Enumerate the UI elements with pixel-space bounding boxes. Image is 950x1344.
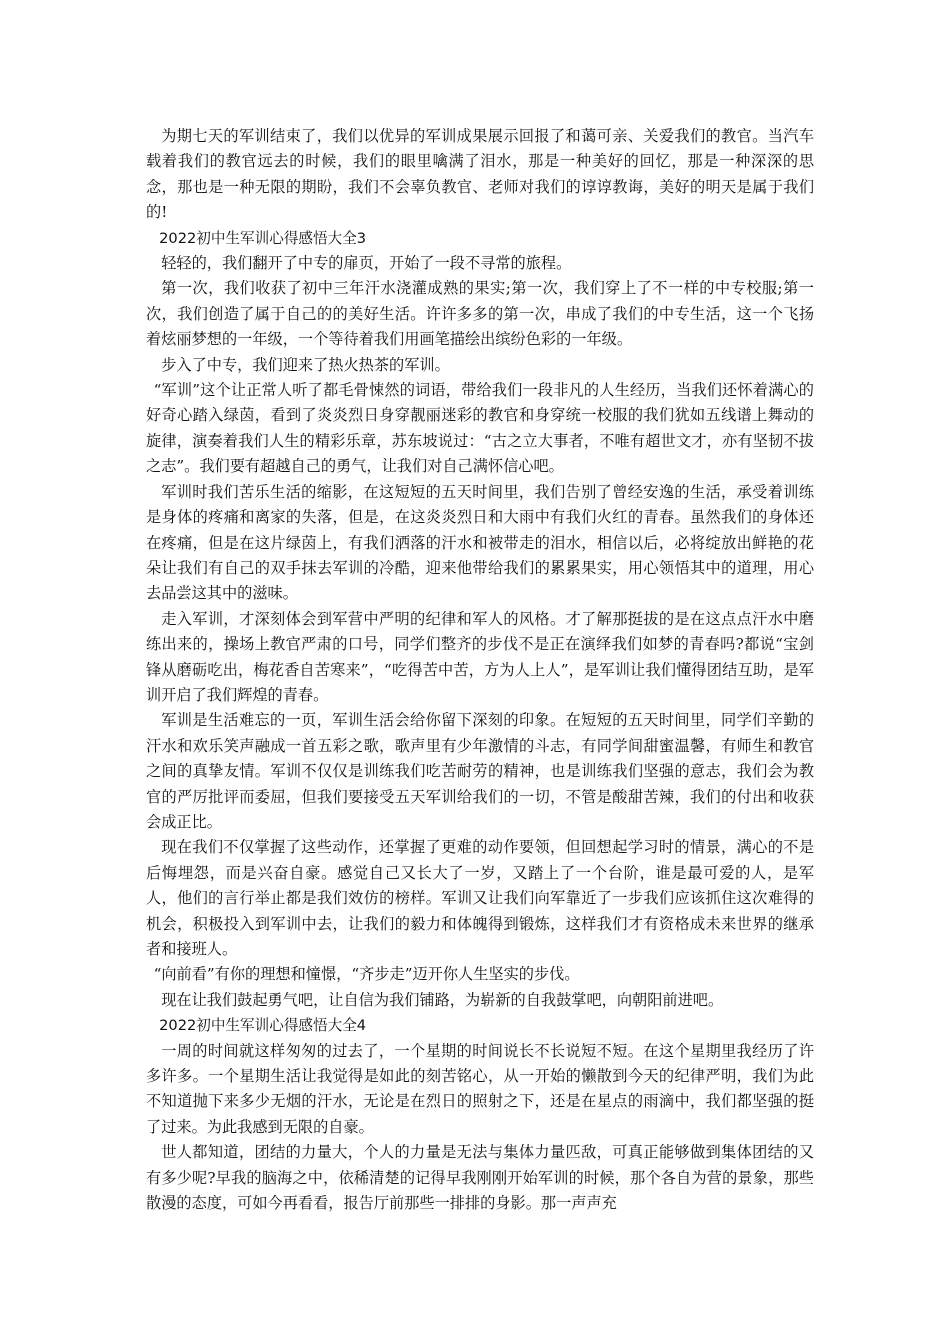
paragraph: 现在让我们鼓起勇气吧，让自信为我们铺路，为崭新的自我鼓掌吧，向朝阳前进吧。 bbox=[161, 990, 724, 1009]
paragraph: 一周的时间就这样匆匆的过去了，一个星期的时间说长不长说短不短。在这个星期里我经历了许多许多。一个星期生活让我觉得是如此的刻苦铭心，从一开始的懒散到今天的纪律严明，我们为此不知道抛下来多少无烟的汗水，无论是在烈日的照射之下，还是在星点的雨滴中，我们都坚强的挺了过来。为此我感到无限的自豪。 bbox=[146, 1041, 814, 1136]
paragraph: 走入军训，才深刻体会到军营中严明的纪律和军人的风格。才了解那挺拔的是在这点点汗水中磨练出来的，操场上教官严肃的口号，同学们整齐的步伐不是正在演绎我们如梦的青春吗?都说“宝剑锋从磨砺吃出，梅花香自苦寒来”，“吃得苦中苦，方为人上人”，是军训让我们懂得团结互助，是军训开启了我们辉煌的青春。 bbox=[146, 609, 814, 704]
section-heading: 2022初中生军训心得感悟大全4 bbox=[159, 1017, 367, 1035]
paragraph: 轻轻的，我们翻开了中专的扉页，开始了一段不寻常的旅程。 bbox=[161, 254, 572, 273]
paragraph: 第一次，我们收获了初中三年汗水浇灌成熟的果实;第一次，我们穿上了不一样的中专校服;第一次，我们创造了属于自己的的美好生活。许许多多的第一次，串成了我们的中专生活，这一个飞扬着炫丽梦想的一年级，一个等待着我们用画笔描绘出缤纷色彩的一年级。 bbox=[146, 279, 814, 349]
paragraph: 为期七天的军训结束了，我们以优异的军训成果展示回报了和蔼可亲、关爱我们的教官。当汽车载着我们的教官远去的时候，我们的眼里噙满了泪水，那是一种美好的回忆，那是一种深深的思念，那也是一种无限的期盼，我们不会辜负教官、老师对我们的谆谆教诲，美好的明天是属于我们的! bbox=[146, 127, 814, 222]
paragraph: “向前看”有你的理想和憧憬，“齐步走”迈开你人生坚实的步伐。 bbox=[153, 965, 580, 984]
paragraph: 步入了中专，我们迎来了热火热茶的军训。 bbox=[161, 355, 450, 374]
section-heading: 2022初中生军训心得感悟大全3 bbox=[159, 229, 367, 247]
paragraph: 军训是生活难忘的一页，军训生活会给你留下深刻的印象。在短短的五天时间里，同学们辛勤的汗水和欢乐笑声融成一首五彩之歌，歌声里有少年激情的斗志，有同学间甜蜜温馨，有师生和教官之间的真挚友情。军训不仅仅是训练我们吃苦耐劳的精神，也是训练我们坚强的意志，我们会为教官的严厉批评而委屈，但我们要接受五天军训给我们的一切，不管是酸甜苦辣，我们的付出和收获会成正比。 bbox=[146, 711, 814, 831]
document-body bbox=[146, 124, 814, 1216]
paragraph: 现在我们不仅掌握了这些动作，还掌握了更难的动作要领，但回想起学习时的情景，满心的不是后悔埋怨，而是兴奋自豪。感觉自己又长大了一岁，又踏上了一个台阶，谁是最可爱的人，是军人，他们的言行举止都是我们效仿的榜样。军训又让我们向军靠近了一步我们应该抓住这次难得的机会，积极投入到军训中去，让我们的毅力和体魄得到锻炼，这样我们才有资格成未来世界的继承者和接班人。 bbox=[146, 838, 814, 958]
paragraph: 世人都知道，团结的力量大，个人的力量是无法与集体力量匹敌，可真正能够做到集体团结的又有多少呢?早我的脑海之中，依稀清楚的记得早我刚刚开始军训的时候，那个各自为营的景象，那些散漫的态度，可如今再看看，报告厅前那些一排排的身影。那一声声充 bbox=[146, 1143, 814, 1213]
paragraph: “军训”这个让正常人听了都毛骨悚然的词语，带给我们一段非凡的人生经历，当我们还怀着满心的好奇心踏入绿茵，看到了炎炎烈日身穿靓丽迷彩的教官和身穿统一校服的我们犹如五线谱上舞动的旋律，演奏着我们人生的精彩乐章，苏东坡说过：“古之立大事者，不唯有超世文才，亦有坚韧不拔之志”。我们要有超越自己的勇气，让我们对自己满怀信心吧。 bbox=[146, 381, 814, 476]
paragraph: 军训时我们苦乐生活的缩影，在这短短的五天时间里，我们告别了曾经安逸的生活，承受着训练是身体的疼痛和离家的失落，但是，在这炎炎烈日和大雨中有我们火红的青春。虽然我们的身体还在疼痛，但是在这片绿茵上，有我们洒落的汗水和被带走的泪水，相信以后，必将绽放出鲜艳的花朵让我们有自己的双手抹去军训的冷酷，迎来他带给我们的累累果实，用心领悟其中的道理，用心去品尝这其中的滋味。 bbox=[146, 482, 814, 603]
